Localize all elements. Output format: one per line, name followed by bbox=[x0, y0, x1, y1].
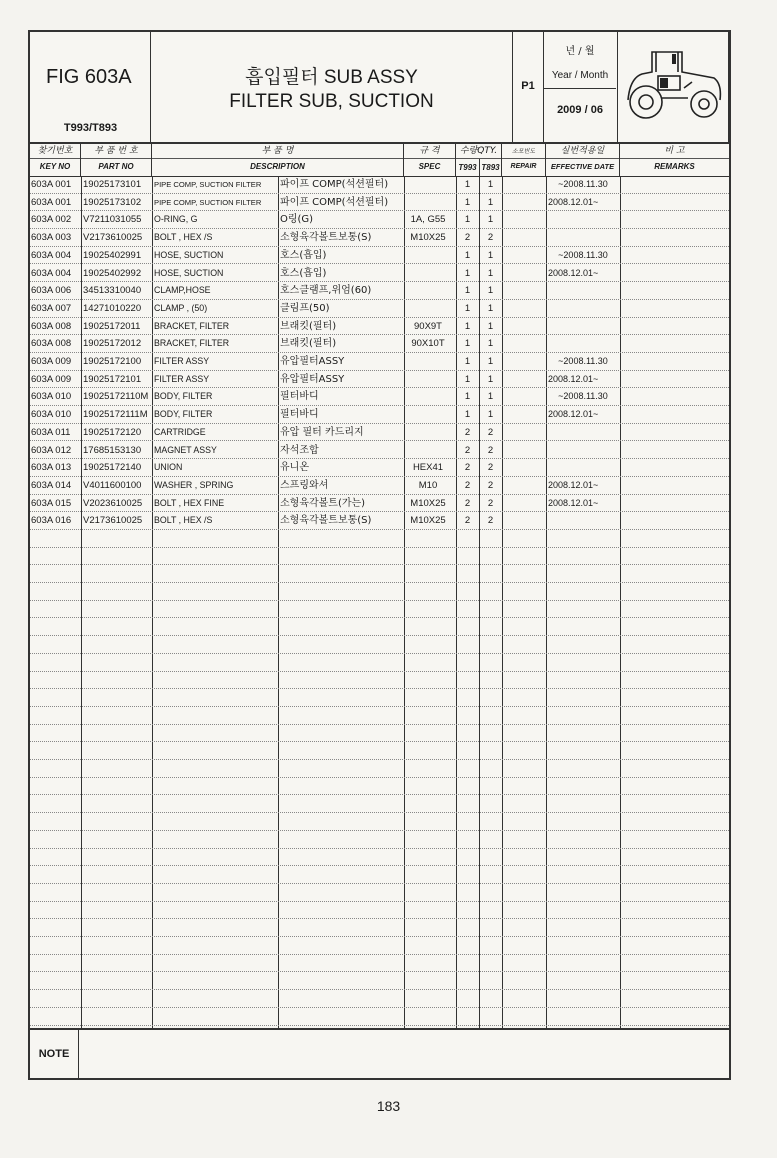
sheet-header bbox=[30, 32, 729, 144]
table-row bbox=[30, 211, 729, 229]
qty-t893: 1 bbox=[487, 267, 494, 279]
qty-t893: 1 bbox=[487, 338, 494, 350]
note-label: NOTE bbox=[30, 1030, 79, 1080]
col-spec-en: SPEC bbox=[418, 162, 441, 171]
spec: HEX41 bbox=[412, 462, 444, 474]
col-desc-en: DESCRIPTION bbox=[250, 162, 305, 171]
qty-t993: 1 bbox=[464, 338, 471, 350]
qty-t893: 1 bbox=[487, 302, 494, 314]
spec: 1A, G55 bbox=[410, 214, 446, 226]
qty-t893: 2 bbox=[487, 462, 494, 474]
fig-number: FIG 603A bbox=[46, 66, 132, 88]
empty-row bbox=[30, 831, 729, 849]
table-row bbox=[30, 176, 729, 194]
part-number: 19025172120 bbox=[83, 426, 142, 438]
table-row bbox=[30, 247, 729, 265]
description-korean: 클림프(50) bbox=[280, 302, 330, 314]
description: BOLT , HEX /S bbox=[154, 515, 213, 526]
description: CLAMP,HOSE bbox=[154, 285, 211, 296]
key-number: 603A 011 bbox=[31, 426, 71, 438]
effective-date: 2008.12.01~ bbox=[548, 479, 599, 490]
description: PIPE COMP, SUCTION FILTER bbox=[154, 197, 262, 207]
col-part-en: PART NO bbox=[98, 162, 134, 171]
effective-date: 2008.12.01~ bbox=[548, 196, 599, 207]
col-qty-t893: T893 bbox=[481, 163, 500, 172]
description-korean: 유압필터ASSY bbox=[280, 356, 345, 367]
description-korean: 스프링와셔 bbox=[280, 479, 329, 491]
qty-t893: 2 bbox=[487, 479, 494, 491]
empty-row bbox=[30, 919, 729, 937]
qty-t893: 1 bbox=[487, 373, 494, 385]
key-number: 603A 012 bbox=[31, 444, 72, 456]
empty-row bbox=[30, 601, 729, 619]
description: FILTER ASSY bbox=[154, 356, 210, 366]
spec bbox=[404, 371, 452, 388]
spec: 90X10T bbox=[411, 338, 445, 350]
key-number: 603A 009 bbox=[31, 356, 72, 367]
description: FILTER ASSY bbox=[154, 373, 210, 384]
spec: M10X25 bbox=[410, 232, 446, 244]
part-number: 19025172110M bbox=[83, 391, 149, 403]
spec bbox=[404, 424, 452, 441]
qty-t993: 1 bbox=[464, 320, 471, 332]
spec: M10 bbox=[418, 479, 438, 491]
date-label-english: Year / Month bbox=[551, 70, 609, 81]
part-number: 17685153130 bbox=[83, 444, 142, 456]
description: BOLT , HEX /S bbox=[154, 232, 213, 243]
date-label-korean: 년 / 월 bbox=[565, 46, 595, 57]
spec bbox=[404, 442, 452, 459]
table-row bbox=[30, 406, 729, 424]
key-number: 603A 013 bbox=[31, 462, 72, 474]
description-korean: 파이프 COMP(석션필터) bbox=[280, 179, 389, 190]
date-value: 2009 / 06 bbox=[557, 104, 603, 116]
empty-row bbox=[30, 619, 729, 637]
empty-row bbox=[30, 884, 729, 902]
qty-t993: 1 bbox=[464, 214, 471, 226]
key-number: 603A 004 bbox=[31, 249, 72, 261]
effective-date: ~2008.11.30 bbox=[558, 249, 608, 260]
qty-t893: 2 bbox=[487, 232, 494, 244]
qty-t893: 1 bbox=[487, 409, 494, 421]
col-remarks-ko: 비 고 bbox=[620, 145, 729, 159]
empty-row bbox=[30, 866, 729, 884]
key-number: 603A 006 bbox=[31, 285, 72, 297]
fig-cell bbox=[30, 32, 151, 142]
key-number: 603A 009 bbox=[31, 373, 72, 385]
col-key-en: KEY NO bbox=[39, 162, 71, 171]
description-korean: 유압 필터 카드리지 bbox=[280, 426, 364, 438]
title-korean: 흡입필터 SUB ASSY bbox=[245, 67, 418, 88]
qty-t993: 1 bbox=[464, 356, 471, 367]
description-korean: 브래킷(필터) bbox=[280, 320, 337, 332]
effective-date: 2008.12.01~ bbox=[548, 497, 599, 508]
part-number: V2173610025 bbox=[83, 515, 143, 527]
col-eff-ko: 실번적용일 bbox=[546, 145, 619, 159]
empty-row bbox=[30, 707, 729, 725]
page-label: P1 bbox=[521, 80, 535, 92]
table-row bbox=[30, 229, 729, 247]
qty-t993: 2 bbox=[464, 515, 471, 527]
description-korean: 소형육각볼트보통(S) bbox=[280, 232, 372, 244]
parts-table-body bbox=[30, 176, 729, 1028]
spec: 90X9T bbox=[414, 320, 442, 332]
part-number: 19025402991 bbox=[83, 249, 142, 261]
date-cell bbox=[544, 32, 618, 142]
empty-row bbox=[30, 654, 729, 672]
qty-t893: 2 bbox=[487, 497, 494, 509]
table-row bbox=[30, 459, 729, 477]
effective-date bbox=[546, 282, 620, 299]
spec bbox=[404, 176, 452, 193]
qty-t993: 1 bbox=[464, 196, 471, 208]
spec: M10X25 bbox=[410, 497, 446, 509]
description-korean: 호스(흡입) bbox=[280, 267, 327, 279]
empty-row bbox=[30, 689, 729, 707]
part-number: V2023610025 bbox=[83, 497, 143, 509]
col-eff-en: EFFECTIVE DATE bbox=[550, 162, 615, 171]
empty-row bbox=[30, 796, 729, 814]
qty-t893: 2 bbox=[487, 444, 494, 456]
part-number: 14271010220 bbox=[83, 302, 142, 314]
table-row bbox=[30, 495, 729, 513]
description-korean: O링(G) bbox=[280, 214, 314, 226]
table-row bbox=[30, 194, 729, 212]
table-row bbox=[30, 335, 729, 353]
empty-row bbox=[30, 849, 729, 867]
qty-t893: 2 bbox=[487, 515, 494, 527]
empty-row bbox=[30, 902, 729, 920]
key-number: 603A 010 bbox=[31, 391, 72, 403]
qty-t893: 1 bbox=[487, 320, 494, 332]
col-spec bbox=[404, 142, 456, 176]
description-korean: 필터바디 bbox=[280, 409, 319, 421]
table-row bbox=[30, 353, 729, 371]
empty-row bbox=[30, 583, 729, 601]
spec bbox=[404, 406, 452, 423]
effective-date: ~2008.11.30 bbox=[558, 356, 608, 366]
description-korean: 자석조합 bbox=[280, 444, 319, 456]
part-number: V7211031055 bbox=[83, 214, 142, 226]
col-repair-en: REPAIR bbox=[510, 163, 537, 170]
effective-date bbox=[546, 512, 620, 529]
effective-date bbox=[546, 211, 620, 228]
description: HOSE, SUCTION bbox=[154, 267, 224, 278]
spec bbox=[404, 247, 452, 264]
key-number: 603A 008 bbox=[31, 320, 72, 332]
col-effective bbox=[546, 142, 620, 176]
description: BODY, FILTER bbox=[154, 409, 213, 420]
empty-row bbox=[30, 636, 729, 654]
qty-t893: 1 bbox=[487, 285, 494, 297]
part-number: 19025172101 bbox=[83, 373, 142, 385]
table-row bbox=[30, 318, 729, 336]
spec bbox=[404, 194, 452, 211]
empty-row bbox=[30, 548, 729, 566]
qty-t893: 2 bbox=[487, 426, 494, 438]
description-korean: 브래킷(필터) bbox=[280, 338, 337, 350]
note-section bbox=[30, 1028, 729, 1080]
description: PIPE COMP, SUCTION FILTER bbox=[154, 180, 262, 189]
qty-t993: 2 bbox=[464, 462, 471, 474]
effective-date: 2008.12.01~ bbox=[548, 409, 599, 420]
empty-row bbox=[30, 530, 729, 548]
spec bbox=[404, 300, 452, 317]
date-divider bbox=[544, 88, 616, 89]
effective-date: 2008.12.01~ bbox=[548, 267, 599, 278]
col-spec-ko: 규 격 bbox=[404, 145, 455, 159]
qty-t993: 2 bbox=[464, 479, 471, 491]
description-korean: 호스(흡입) bbox=[280, 249, 327, 261]
description-korean: 유압필터ASSY bbox=[280, 373, 345, 385]
qty-t993: 2 bbox=[464, 232, 471, 244]
key-number: 603A 016 bbox=[31, 515, 72, 527]
qty-t993: 2 bbox=[464, 497, 471, 509]
empty-row bbox=[30, 742, 729, 760]
key-number: 603A 007 bbox=[31, 302, 72, 314]
table-row bbox=[30, 265, 729, 283]
description: O-RING, G bbox=[154, 214, 198, 225]
effective-date: 2008.12.01~ bbox=[548, 373, 599, 384]
empty-row bbox=[30, 973, 729, 991]
col-remarks bbox=[620, 142, 729, 176]
qty-t893: 1 bbox=[487, 196, 494, 208]
description-korean: 소형육각볼트보통(S) bbox=[280, 515, 372, 527]
qty-t993: 1 bbox=[464, 249, 471, 261]
qty-t993: 1 bbox=[464, 409, 471, 421]
description: UNION bbox=[154, 462, 183, 473]
empty-row bbox=[30, 672, 729, 690]
qty-t993: 2 bbox=[464, 426, 471, 438]
empty-row bbox=[30, 725, 729, 743]
key-number: 603A 001 bbox=[31, 179, 72, 190]
empty-row bbox=[30, 565, 729, 583]
table-row bbox=[30, 512, 729, 530]
col-qty-ko: 수량QTY. bbox=[456, 145, 501, 159]
effective-date bbox=[546, 335, 620, 352]
table-row bbox=[30, 371, 729, 389]
table-row bbox=[30, 388, 729, 406]
description-korean: 필터바디 bbox=[280, 391, 319, 403]
part-number: 19025172100 bbox=[83, 356, 142, 367]
spec: M10X25 bbox=[410, 515, 446, 527]
key-number: 603A 004 bbox=[31, 267, 72, 279]
qty-t993: 2 bbox=[464, 444, 471, 456]
qty-t893: 1 bbox=[487, 214, 494, 226]
empty-row bbox=[30, 778, 729, 796]
description: BOLT , HEX FINE bbox=[154, 497, 225, 508]
col-repair bbox=[502, 142, 546, 176]
qty-t993: 1 bbox=[464, 391, 471, 403]
key-number: 603A 003 bbox=[31, 232, 72, 244]
part-number: 19025172011 bbox=[83, 320, 141, 332]
key-number: 603A 014 bbox=[31, 479, 72, 491]
title-english: FILTER SUB, SUCTION bbox=[229, 91, 434, 112]
key-number: 603A 002 bbox=[31, 214, 72, 226]
col-qty-t993: T993 bbox=[456, 159, 480, 176]
key-number: 603A 001 bbox=[31, 196, 72, 208]
key-number: 603A 015 bbox=[31, 497, 72, 509]
description-korean: 유니온 bbox=[280, 462, 309, 474]
empty-row bbox=[30, 813, 729, 831]
col-key bbox=[30, 142, 81, 176]
spec bbox=[404, 388, 452, 405]
col-repair-ko: 소모빈도 bbox=[502, 145, 545, 159]
key-number: 603A 010 bbox=[31, 409, 72, 421]
col-remarks-en: REMARKS bbox=[654, 162, 695, 171]
col-desc bbox=[152, 142, 404, 176]
qty-t893: 1 bbox=[487, 391, 494, 403]
part-number: 19025172012 bbox=[83, 338, 142, 350]
effective-date bbox=[546, 300, 620, 317]
col-desc-ko: 부 품 명 bbox=[152, 145, 403, 159]
empty-row bbox=[30, 990, 729, 1008]
qty-t993: 1 bbox=[464, 373, 471, 385]
spec bbox=[404, 265, 452, 282]
key-number: 603A 008 bbox=[31, 338, 72, 350]
spec bbox=[404, 282, 452, 299]
column-header-row bbox=[30, 142, 729, 177]
table-row bbox=[30, 424, 729, 442]
part-number: 34513310040 bbox=[83, 285, 142, 297]
effective-date: ~2008.11.30 bbox=[558, 391, 608, 402]
table-row bbox=[30, 300, 729, 318]
part-number: 19025173102 bbox=[83, 196, 142, 208]
qty-t993: 1 bbox=[464, 302, 471, 314]
description: WASHER , SPRING bbox=[154, 479, 234, 490]
part-number: V2173610025 bbox=[83, 232, 143, 244]
description: BRACKET, FILTER bbox=[154, 320, 230, 331]
description: BODY, FILTER bbox=[154, 391, 213, 402]
parts-sheet bbox=[28, 30, 731, 1080]
title-cell bbox=[151, 32, 513, 142]
spec bbox=[404, 353, 452, 370]
empty-row bbox=[30, 955, 729, 973]
qty-t993: 1 bbox=[464, 179, 471, 190]
description-korean: 호스클램프,위엄(60) bbox=[280, 285, 372, 297]
description: CARTRIDGE bbox=[154, 426, 206, 437]
col-qty bbox=[456, 142, 502, 176]
table-row bbox=[30, 282, 729, 300]
part-number: V4011600100 bbox=[83, 479, 142, 491]
part-number: 19025172140 bbox=[83, 462, 142, 474]
table-row bbox=[30, 442, 729, 460]
effective-date bbox=[546, 229, 620, 246]
qty-t993: 1 bbox=[464, 285, 471, 297]
description: MAGNET ASSY bbox=[154, 444, 217, 455]
part-number: 19025172111M bbox=[83, 409, 148, 421]
col-part-ko: 부 품 번 호 bbox=[81, 145, 151, 159]
page-number: 183 bbox=[376, 1098, 401, 1114]
col-key-ko: 찾기번호 bbox=[30, 145, 80, 159]
effective-date bbox=[546, 442, 620, 459]
empty-row bbox=[30, 1008, 729, 1026]
table-row bbox=[30, 477, 729, 495]
description: CLAMP , (50) bbox=[154, 302, 208, 313]
part-number: 19025402992 bbox=[83, 267, 142, 279]
page-cell bbox=[513, 32, 544, 142]
empty-row bbox=[30, 760, 729, 778]
qty-t893: 1 bbox=[487, 249, 494, 261]
description: HOSE, SUCTION bbox=[154, 249, 224, 260]
qty-t893: 1 bbox=[487, 179, 494, 190]
qty-t993: 1 bbox=[464, 267, 471, 279]
description: BRACKET, FILTER bbox=[154, 338, 230, 349]
model-label: T993/T893 bbox=[63, 122, 118, 134]
effective-date bbox=[546, 318, 620, 335]
description-korean: 파이프 COMP(석션필터) bbox=[280, 196, 389, 208]
description-korean: 소형육각볼트(가는) bbox=[280, 497, 366, 509]
effective-date bbox=[546, 459, 620, 476]
empty-row bbox=[30, 937, 729, 955]
effective-date: ~2008.11.30 bbox=[558, 179, 608, 189]
tractor-icon bbox=[618, 32, 729, 142]
effective-date bbox=[546, 424, 620, 441]
qty-t893: 1 bbox=[487, 356, 494, 367]
col-part bbox=[81, 142, 152, 176]
part-number: 19025173101 bbox=[83, 179, 142, 190]
